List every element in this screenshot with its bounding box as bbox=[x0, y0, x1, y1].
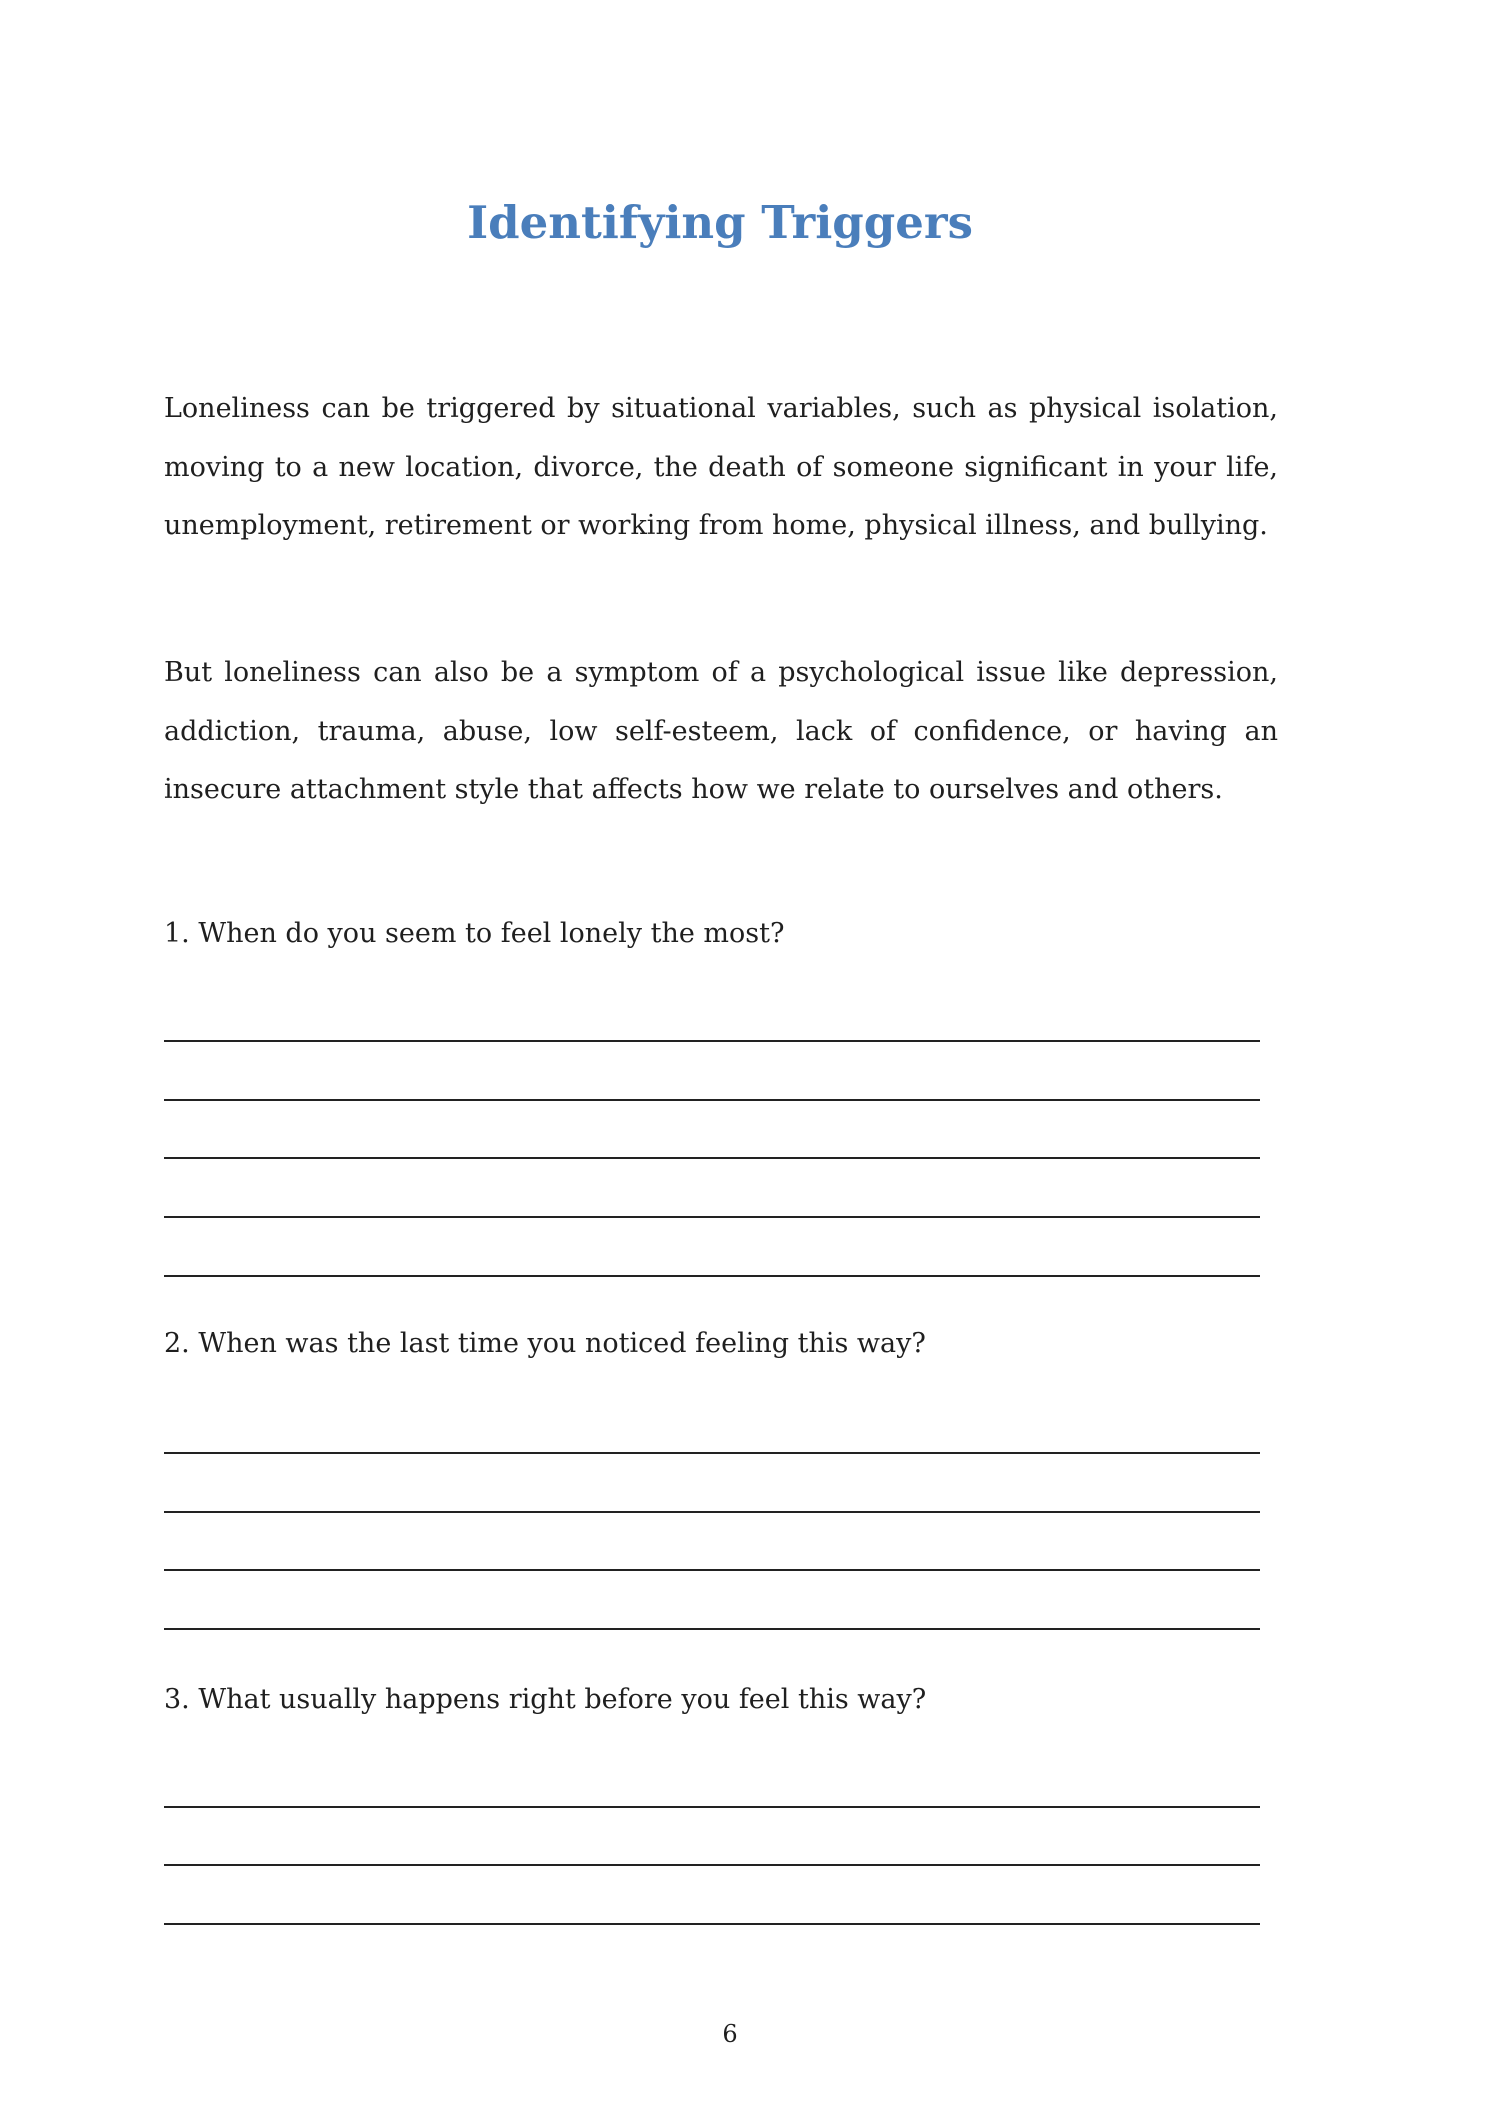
page-number: 6 bbox=[722, 2020, 738, 2048]
answer-line[interactable] bbox=[164, 1216, 1260, 1218]
answer-line[interactable] bbox=[164, 1864, 1260, 1866]
answer-line[interactable] bbox=[164, 1628, 1260, 1630]
question-2: 2. When was the last time you noticed feeling this way? bbox=[164, 1328, 926, 1359]
page-title: Identifying Triggers bbox=[467, 196, 973, 249]
answer-line[interactable] bbox=[164, 1157, 1260, 1159]
answer-line[interactable] bbox=[164, 1511, 1260, 1513]
question-1: 1. When do you seem to feel lonely the most? bbox=[164, 918, 785, 949]
answer-line[interactable] bbox=[164, 1452, 1260, 1454]
paragraph-psychological-triggers: But loneliness can also be a symptom of a psychological issue like depression, addiction, trauma, abuse, low self-esteem, lack of confidence, or having an insecure attachment style that affects how we relate to ourselves and others. bbox=[164, 657, 1278, 806]
question-3: 3. What usually happens right before you feel this way? bbox=[164, 1684, 927, 1715]
answer-line[interactable] bbox=[164, 1923, 1260, 1925]
answer-line[interactable] bbox=[164, 1099, 1260, 1101]
paragraph-situational-triggers: Loneliness can be triggered by situational variables, such as physical isolation, moving to a new location, divorce, the death of someone significant in your life, unemployment, retirement or working from home, physical illness, and bullying. bbox=[164, 393, 1278, 542]
answer-line[interactable] bbox=[164, 1275, 1260, 1277]
answer-line[interactable] bbox=[164, 1806, 1260, 1808]
answer-line[interactable] bbox=[164, 1040, 1260, 1042]
answer-line[interactable] bbox=[164, 1569, 1260, 1571]
